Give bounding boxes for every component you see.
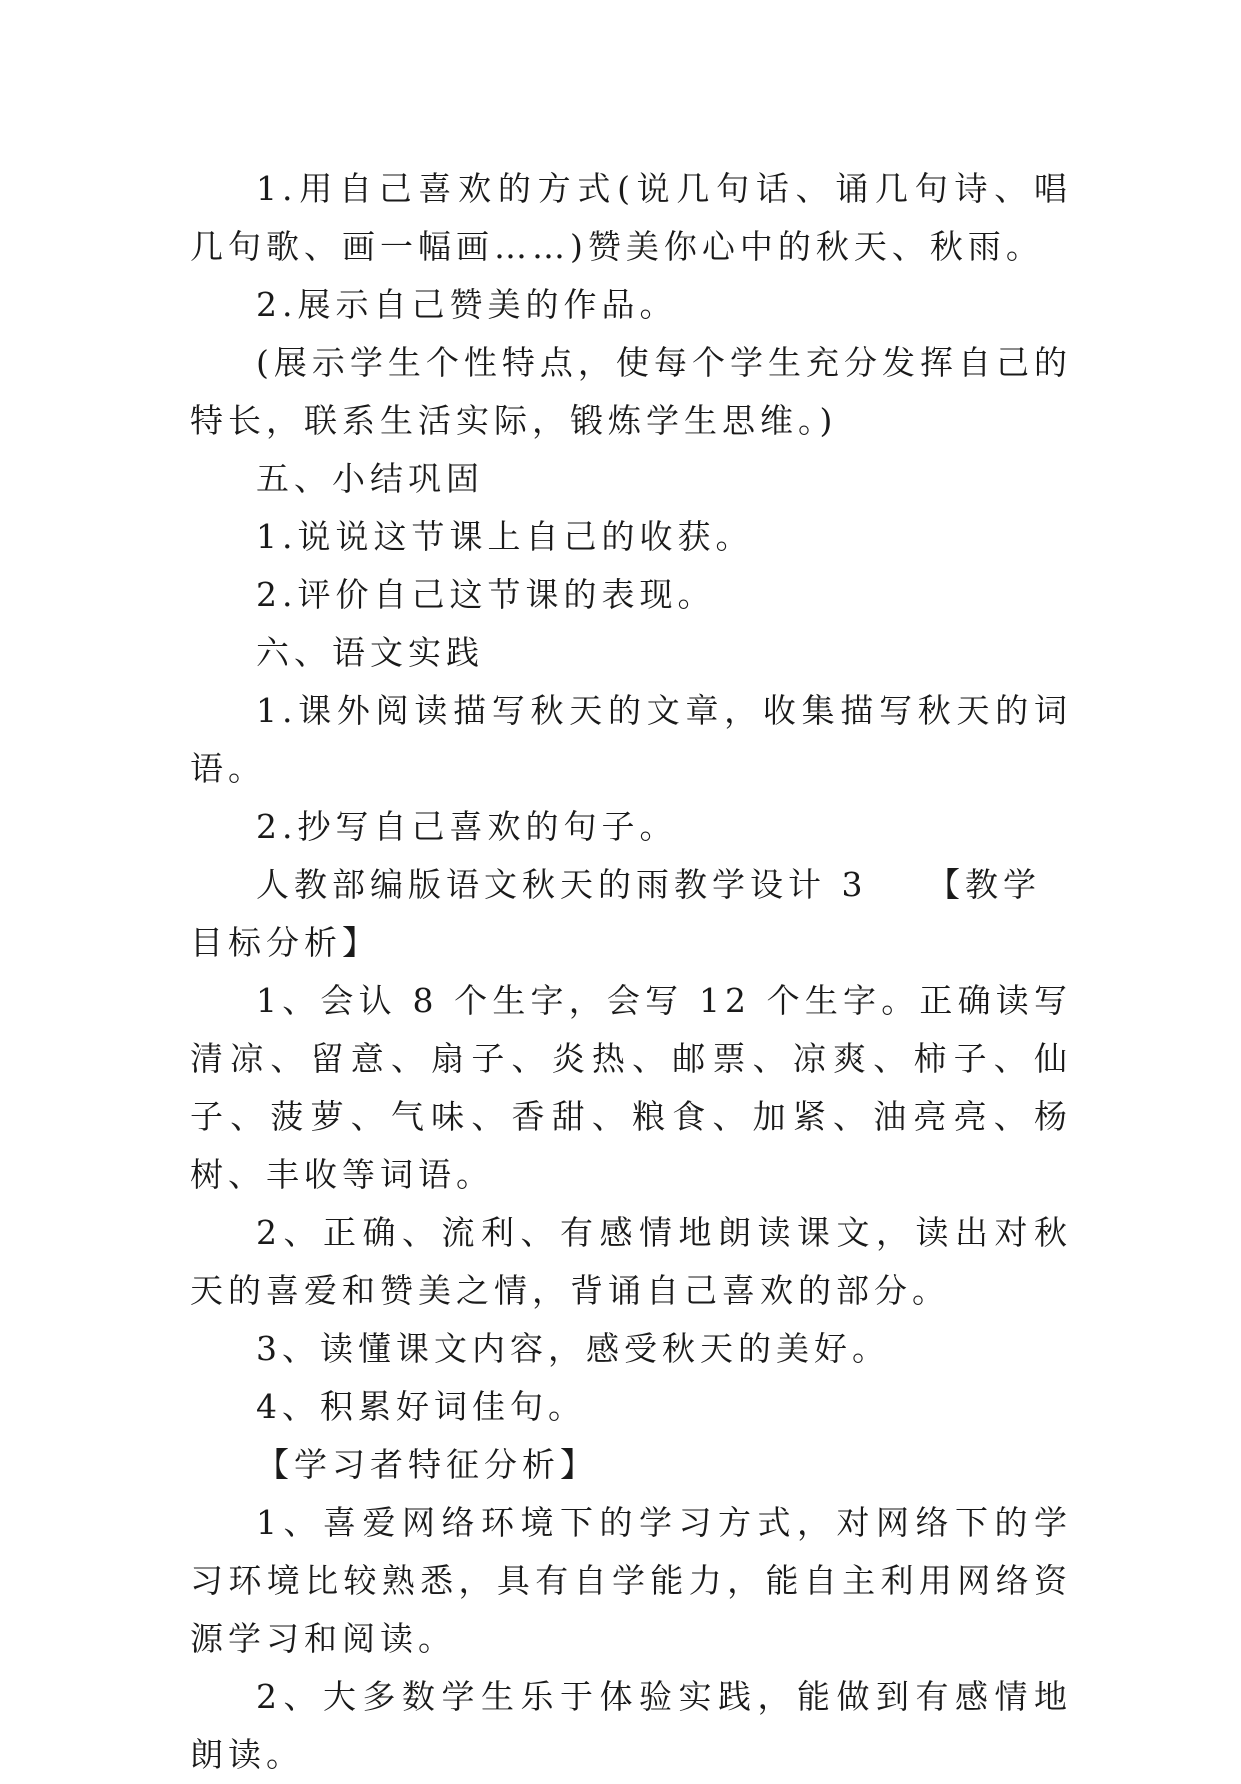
paragraph: 2.展示自己赞美的作品。 [256, 285, 678, 324]
paragraph: 2.抄写自己喜欢的句子。 [256, 807, 678, 846]
section-heading: 六、语文实践 [256, 633, 484, 672]
paragraph: 4、积累好词佳句。 [256, 1387, 586, 1426]
paragraph: 1、会认 8 个生字，会写 12 个生字。正确读写清凉、留意、扇子、炎热、邮票、凉爽、柿子、仙子、菠萝、气味、香甜、粮食、加紧、油亮亮、杨树、丰收等词语。 [190, 981, 1072, 1194]
paragraph: 1、喜爱网络环境下的学习方式，对网络下的学习环境比较熟悉，具有自学能力，能自主利用网络资源学习和阅读。 [190, 1503, 1072, 1658]
paragraph: 2、正确、流利、有感情地朗读课文，读出对秋天的喜爱和赞美之情，背诵自己喜欢的部分。 [190, 1213, 1072, 1310]
document-page [190, 160, 1072, 1784]
section-heading: 五、小结巩固 [256, 459, 484, 498]
paragraph: 2.评价自己这节课的表现。 [256, 575, 716, 614]
paragraph: 1.课外阅读描写秋天的文章，收集描写秋天的词语。 [190, 691, 1072, 788]
paragraph: 3、读懂课文内容，感受秋天的美好。 [256, 1329, 890, 1368]
paragraph: 1.说说这节课上自己的收获。 [256, 517, 754, 556]
paragraph: 1.用自己喜欢的方式(说几句话、诵几句诗、唱几句歌、画一幅画……)赞美你心中的秋天、秋雨。 [190, 169, 1072, 266]
paragraph: 2、大多数学生乐于体验实践，能做到有感情地朗读。 [190, 1677, 1072, 1774]
paragraph: (展示学生个性特点，使每个学生充分发挥自己的特长，联系生活实际，锻炼学生思维。) [190, 343, 1072, 440]
section-heading: 【学习者特征分析】 [256, 1445, 598, 1484]
document-title: 人教部编版语文秋天的雨教学设计 3 【教学目标分析】 [190, 865, 1041, 962]
